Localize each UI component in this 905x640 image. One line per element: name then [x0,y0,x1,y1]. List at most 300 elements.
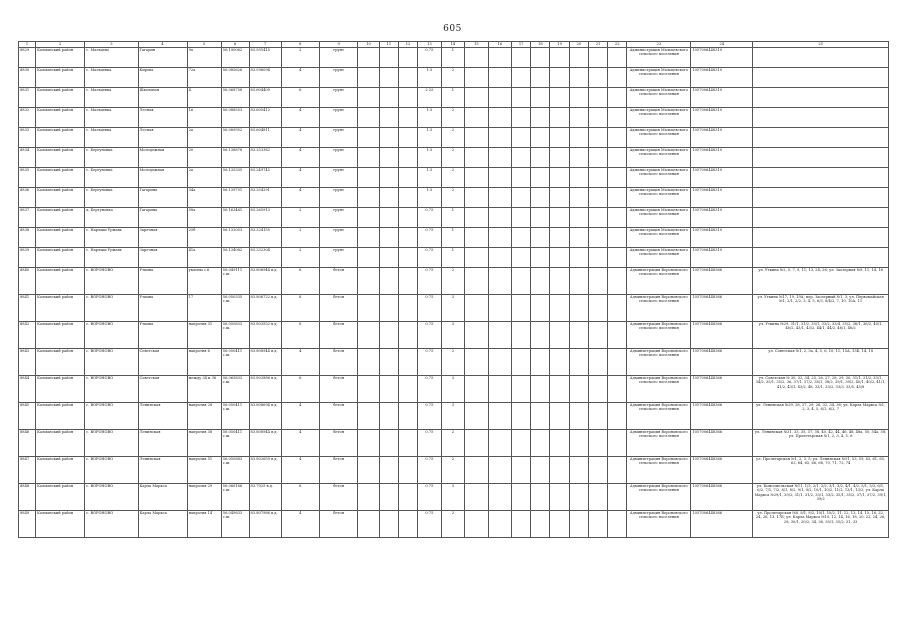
table-cell [569,511,588,538]
table-cell [588,457,607,484]
table-row [19,349,889,376]
table-cell: 4 [281,68,319,88]
table-row [19,148,889,168]
table-cell: Калманский район [36,268,85,295]
table-cell [588,48,607,68]
table-cell: напротив 51 [187,457,221,484]
table-cell [608,188,627,208]
table-cell: 41а [187,248,221,268]
table-cell [488,168,511,188]
table-cell: 0.75 [418,349,441,376]
table-cell [358,268,379,295]
table-cell: бетон [319,295,357,322]
table-cell [465,168,488,188]
table-cell [465,108,488,128]
table-cell [550,322,569,349]
table-cell: с. ВОРОНОВО [85,295,138,322]
table-cell [569,268,588,295]
table-row [19,168,889,188]
table-cell [488,208,511,228]
table-cell [398,248,417,268]
table-row [19,457,889,484]
table-cell: грунт [319,108,357,128]
table-cell [753,68,889,88]
table-cell: с. ВОРОНОВО [85,511,138,538]
table-cell: 8833 [19,128,36,148]
table-cell: с. Нарлыш Урмань [85,248,138,268]
table-cell [550,208,569,228]
table-cell: 8842 [19,322,36,349]
table-cell: Администрация Вороновского сельского поселения [627,511,691,538]
table-cell: Калманский район [36,403,85,430]
table-cell [465,268,488,295]
table-cell: 8832 [19,108,36,128]
table-cell [379,511,398,538]
table-cell [753,208,889,228]
table-cell: Администрация Мальцевского сельского поселения [627,228,691,248]
table-cell: 8836 [19,188,36,208]
table-cell: 56.050833 с.ш. [221,322,249,349]
table-cell: грунт [319,228,357,248]
table-cell: 1057006448310 [691,128,753,148]
table-cell [531,148,550,168]
table-cell [753,108,889,128]
table-cell: напротив 38 [187,430,221,457]
table-cell [358,248,379,268]
table-cell [531,88,550,108]
table-cell [531,228,550,248]
table-cell: Советская [138,349,187,376]
table-cell [588,268,607,295]
table-cell: Калманский район [36,68,85,88]
table-cell: 56.050411 с.ш. [221,430,249,457]
table-row [19,108,889,128]
table-cell: 0.75 [418,268,441,295]
table-cell [569,403,588,430]
table-cell: Администрация Мальцевского сельского поселения [627,68,691,88]
table-row [19,376,889,403]
table-cell: Кирова [138,68,187,88]
table-cell [398,108,417,128]
table-cell [398,511,417,538]
table-cell: 34а [187,188,221,208]
table-cell: 4 [281,128,319,148]
table-cell [358,168,379,188]
table-cell [379,403,398,430]
table-cell [608,322,627,349]
table-cell: бетон [319,376,357,403]
table-cell: 56.089952 [221,128,249,148]
table-cell: Администрация Вороновского сельского поселения [627,295,691,322]
table-cell [531,248,550,268]
table-cell: ул. Уткина №2, 5, 7, 9, 11, 13, 24, 26; ул. Заозерная №9, 11, 14, 16 [753,268,889,295]
table-cell: Администрация Мальцевского сельского поселения [627,188,691,208]
table-cell: 1 [441,48,464,68]
table-row [19,228,889,248]
table-cell: 0.75 [418,484,441,511]
table-cell: 2 [281,208,319,228]
table-cell: Гагарина [138,188,187,208]
table-cell: 56.049833 с.ш. [221,511,249,538]
table-cell: 16 [187,108,221,128]
table-cell: Гагарин [138,48,187,68]
table-cell: 83.591415 [249,48,281,68]
table-cell: Калманский район [36,511,85,538]
column-number: 6 [221,42,249,48]
table-cell [398,484,417,511]
table-cell: 83.265913 [249,208,281,228]
table-cell [531,376,550,403]
table-cell [569,148,588,168]
table-cell: напротив 14 [187,511,221,538]
table-cell [358,228,379,248]
table-cell: 1057006448310 [691,68,753,88]
table-cell: 1057006448366 [691,430,753,457]
table-cell [531,268,550,295]
table-cell [569,295,588,322]
table-cell [608,403,627,430]
table-cell: д. Бергуновка [85,208,138,228]
table-cell: 72а [187,68,221,88]
table-cell: с. Бергуновка [85,148,138,168]
table-cell [569,430,588,457]
table-cell: 1.5 [418,188,441,208]
table-cell [488,295,511,322]
table-cell: Калманский район [36,128,85,148]
table-cell [379,349,398,376]
table-cell: 8845 [19,403,36,430]
table-cell: 1 [441,248,464,268]
table-cell [465,128,488,148]
table-cell: грунт [319,128,357,148]
table-cell [550,168,569,188]
table-cell: с. ВОРОНОВО [85,322,138,349]
table-cell [512,228,531,248]
table-cell: 2 [441,148,464,168]
table-cell [531,295,550,322]
table-cell: 2 [281,228,319,248]
table-cell [398,208,417,228]
table-cell: 1057006448366 [691,295,753,322]
table-cell: ул. Уткина №29, 31/1, 31/2, 33/1, 33/2, 33/4, 35/2, 36/1, 36/2, 40/1, 40/2, 43/1, 43/2, 44/1, 44/2, 46/1, 46/2 [753,322,889,349]
table-cell [531,511,550,538]
table-cell [550,457,569,484]
table-cell: с. ВОРОНОВО [85,376,138,403]
table-cell [550,511,569,538]
table-cell: 3 [441,484,464,511]
column-number: 4 [138,42,187,48]
table-cell [358,430,379,457]
table-cell: с. Мальцевка [85,68,138,88]
table-cell: 6 [281,376,319,403]
table-cell [569,322,588,349]
table-cell: 0.75 [418,403,441,430]
table-cell [550,376,569,403]
table-cell [488,268,511,295]
table-cell: 2 [441,188,464,208]
table-cell: 83.224155 [249,228,281,248]
table-cell [512,457,531,484]
table-cell [465,511,488,538]
table-cell [488,484,511,511]
table-row [19,68,889,88]
table-cell [465,430,488,457]
table-cell: 0.75 [418,208,441,228]
table-cell: 56.050335 с.ш. [221,295,249,322]
table-cell: 8838 [19,228,36,248]
table-cell [569,88,588,108]
column-number: 1 [19,42,36,48]
table-cell [550,128,569,148]
table-cell [465,148,488,168]
table-cell: Лесная [138,108,187,128]
table-cell [465,248,488,268]
table-cell: 4 [281,511,319,538]
table-row [19,322,889,349]
table-cell: 83.7925 в.д. [249,484,281,511]
table-cell: 2 [441,168,464,188]
table-cell [358,349,379,376]
table-cell: 1057006448310 [691,188,753,208]
table-cell: Заречная [138,228,187,248]
table-cell [488,188,511,208]
table-cell: Калманский район [36,208,85,228]
table-cell: 1057006448366 [691,403,753,430]
table-cell [512,208,531,228]
table-cell [531,484,550,511]
table-cell [488,403,511,430]
table-cell: 8843 [19,349,36,376]
table-cell: 3 [441,322,464,349]
table-cell [531,108,550,128]
table-cell: 1057006448366 [691,322,753,349]
table-cell: Калманский район [36,248,85,268]
table-cell: 8834 [19,148,36,168]
table-cell: 1057006448366 [691,268,753,295]
table-row [19,430,889,457]
table-cell: 0.75 [418,228,441,248]
table-cell: 56.132053 [221,228,249,248]
table-cell: Калманский район [36,376,85,403]
table-cell [465,376,488,403]
table-cell [379,457,398,484]
table-cell: 2 [441,349,464,376]
table-cell: Администрация Мальцевского сельского поселения [627,128,691,148]
table-cell [488,68,511,88]
column-number: 17 [512,42,531,48]
table-cell [488,108,511,128]
table-cell: 83.604409 [249,88,281,108]
table-cell: с. Мальцево [85,48,138,68]
table-cell [512,68,531,88]
table-cell [488,430,511,457]
table-cell [608,88,627,108]
table-cell [398,295,417,322]
table-cell [753,148,889,168]
table-cell [550,403,569,430]
table-cell: Школьная [138,88,187,108]
table-cell [379,48,398,68]
table-cell: 2 [441,68,464,88]
table-cell: 1057006448310 [691,148,753,168]
table-cell: 4 [281,430,319,457]
table-cell [550,484,569,511]
table-cell: 1057006448366 [691,484,753,511]
table-row [19,88,889,108]
table-cell [512,248,531,268]
table-cell: ул. Комсомольская №11, 1/2, 2/1, 2/2, 3/1, 3/2, 4/1, 4/2, 5/1, 5/2, 6/1, 6/2, 7/1, 7/2, 8/1, 8/2, 9/1, 9/2, 10/1, 10/2, 11/2, 13/1, 13/2; ул. Карла Маркса №29/1, 29/2, 31/1, 31/2, 33/1, 33/2, 35/1, 35/2, 37/1, 37/2, 39/1, 39/2 [753,484,889,511]
table-cell [588,376,607,403]
table-cell: Калманский район [36,484,85,511]
table-cell [488,376,511,403]
table-row [19,248,889,268]
table-cell [588,403,607,430]
table-cell: ул. Уткина №17, 19, 19А; пер. Заозерный №1, 3; ул. Первомайская №1, 2/1, 2/2, 3, 4, 5, 6/3, 6/4/2, 7, 10, 10А, 11 [753,295,889,322]
table-cell: Администрация Вороновского сельского поселения [627,322,691,349]
table-cell: 56.085626 [221,68,249,88]
table-cell: 56.066166 с.ш. [221,484,249,511]
table-cell: 8844 [19,376,36,403]
table-cell: Заречная [138,248,187,268]
table-cell: 2 [441,268,464,295]
table-cell: 83.803552 в.д. [249,322,281,349]
table-cell [550,188,569,208]
table-cell [358,188,379,208]
table-cell [608,457,627,484]
table-cell: ул. Советская № 30, 32, 34, 25, 26, 27, 28, 29, 30, 31/1, 31/2, 33/1, 34/2, 35/1, 35/2, 36, 37/1, 37/2, 38/1, 38/2, 39/1, 39/2, 40/1, 40/2, 41/1, 41/2, 43/1, 43/2, 48, 33/1, 33/2, 33/3, 33/5, 45/8 [753,376,889,403]
table-cell: Гагарина [138,208,187,228]
column-number: 13 [418,42,441,48]
table-cell: 58а [187,208,221,228]
table-cell: Администрация Мальцевского сельского поселения [627,48,691,68]
table-cell: 83.605412 [249,108,281,128]
table-cell [569,484,588,511]
table-cell [512,295,531,322]
table-cell [531,68,550,88]
table-cell [588,430,607,457]
table-cell: 8837 [19,208,36,228]
column-number: 3 [85,42,138,48]
table-cell: Ленинская [138,403,187,430]
table-cell: 1057006448310 [691,168,753,188]
table-cell [569,188,588,208]
table-cell: бетон [319,403,357,430]
table-cell: 2.25 [418,88,441,108]
table-cell [358,322,379,349]
table-cell: 8849 [19,511,36,538]
table-cell: 2а [187,168,221,188]
table-cell [550,228,569,248]
table-cell [398,268,417,295]
table-cell: ул. Ленинская №29, 28, 27, 29, 26, 32, 34, 36; ул. Карла Маркса №1, 2, 3, 4, 5, 6/1, 6/2, 7 [753,403,889,430]
column-number: 16 [488,42,511,48]
table-cell: Администрация Мальцевского сельского поселения [627,148,691,168]
column-number: 20 [569,42,588,48]
table-cell: 56.134082 [221,248,249,268]
table-cell: Калманский район [36,168,85,188]
table-cell [753,248,889,268]
table-cell: бетон [319,511,357,538]
table-cell [588,511,607,538]
table-cell [608,248,627,268]
table-cell [488,349,511,376]
table-cell [465,88,488,108]
table-row [19,295,889,322]
table-cell [379,68,398,88]
table-cell [465,295,488,322]
table-cell [608,511,627,538]
table-cell: Калманский район [36,88,85,108]
table-cell: Молодежная [138,148,187,168]
table-cell [488,48,511,68]
table-cell [488,511,511,538]
table-cell: 56.088553 [221,108,249,128]
table-cell: 83.808694 в.д. [249,403,281,430]
column-number: 21 [588,42,607,48]
table-cell: 8829 [19,48,36,68]
table-cell: 1057006448310 [691,208,753,228]
table-cell: 4 [281,168,319,188]
table-cell: 1057006448310 [691,108,753,128]
table-cell [608,48,627,68]
table-cell [569,457,588,484]
table-cell [512,188,531,208]
table-cell [588,322,607,349]
column-number: 12 [398,42,417,48]
table-cell: 1057006448366 [691,457,753,484]
table-cell: 8847 [19,457,36,484]
table-cell [379,322,398,349]
table-cell: 8846 [19,430,36,457]
table-cell: ул. Советская №1, 2, 3а, 4, 5, 6, 10, 11, 15А, 15Б, 14, 18 [753,349,889,376]
table-cell [358,88,379,108]
table-cell [608,108,627,128]
column-number: 24 [691,42,753,48]
table-cell [588,108,607,128]
table-cell: 83.806722 в.д. [249,295,281,322]
table-cell: 83.249745 [249,168,281,188]
table-cell [550,248,569,268]
table-cell [358,148,379,168]
table-cell: 56.139751 [221,188,249,208]
table-cell: 6 [281,88,319,108]
table-row [19,268,889,295]
table-cell [465,349,488,376]
table-cell [379,188,398,208]
table-cell: с. Нарлыш Урмань [85,228,138,248]
table-cell [569,376,588,403]
table-cell [531,349,550,376]
table-cell [588,148,607,168]
table-cell [465,228,488,248]
table-cell [753,168,889,188]
table-cell [608,208,627,228]
table-cell: 2 [441,430,464,457]
table-cell [512,511,531,538]
table-cell [550,349,569,376]
table-cell: Администрация Мальцевского сельского поселения [627,168,691,188]
table-cell: 0.75 [418,48,441,68]
table-cell: с. ВОРОНОВО [85,403,138,430]
table-cell: Калманский район [36,322,85,349]
table-cell [588,128,607,148]
table-cell [358,295,379,322]
table-cell [358,457,379,484]
table-cell: 1 [441,228,464,248]
table-cell: напротив 31 [187,322,221,349]
table-cell: 2 [441,457,464,484]
table-cell: Калманский район [36,108,85,128]
